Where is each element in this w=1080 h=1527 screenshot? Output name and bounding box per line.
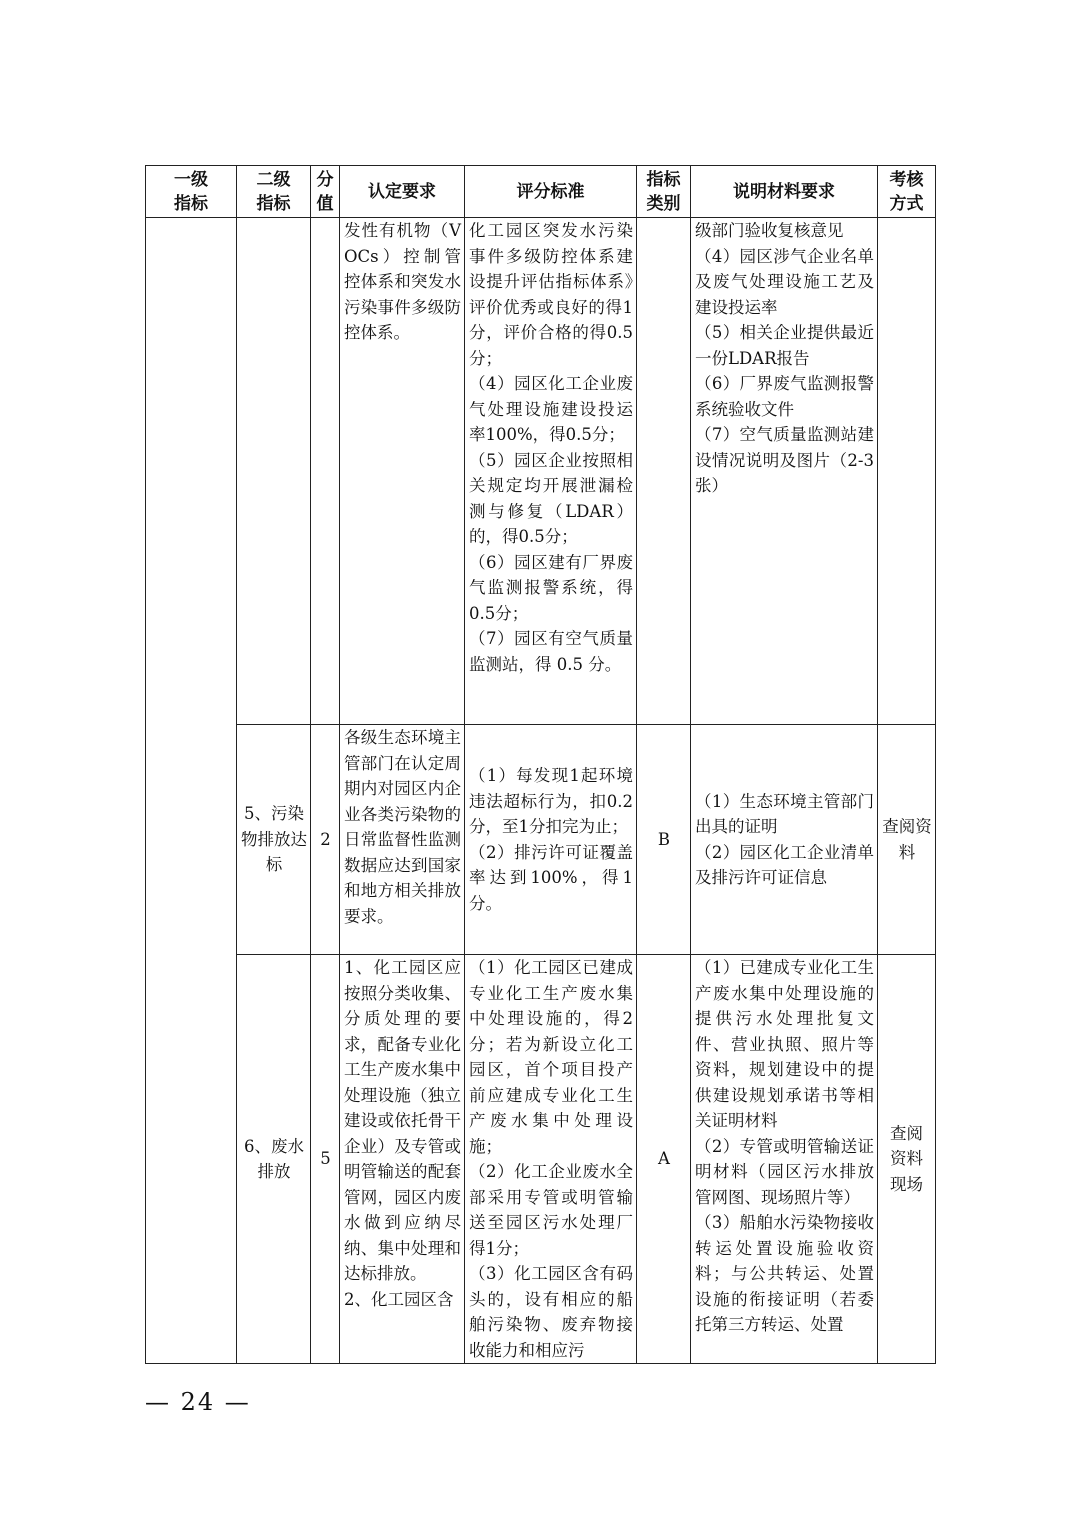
materials-cell (691, 725, 878, 955)
criteria-cell (465, 955, 637, 1364)
criteria-item: （2）化工企业废水全部采用专管或明管输送至园区污水处理厂得1分； (469, 1162, 633, 1258)
table-row (146, 725, 936, 955)
level2-cell (237, 218, 311, 725)
criteria-item: （2）排污许可证覆盖率达到100%，得1分。 (469, 842, 633, 913)
table-header-row (146, 166, 936, 218)
level2-cell (237, 725, 311, 955)
page-number: — 24 — (145, 1388, 251, 1416)
requirement-text: 发性有机物（VOCs）控制管控体系和突发水污染事件多级防控体系。 (344, 221, 461, 342)
header-text: 二级 指标 (256, 169, 291, 214)
materials-item: （7）空气质量监测站建设情况说明及图片（2-3张） (695, 425, 874, 495)
requirement-text: 各级生态环境主管部门在认定周期内对园区内企业各类污染物的日常监督性监测数据应达到国家和地方相关排放要求。 (344, 728, 461, 926)
materials-item: （2）园区化工企业清单及排污许可证信息 (695, 842, 874, 887)
header-criteria (465, 166, 637, 218)
requirement-text: 1、化工园区应按照分类收集、分质处理的要求，配备专业化工生产废水集中处理设施（独立建设或依托骨干企业）及专管或明管输送的配套管网，园区内废水做到应纳尽纳、集中处理和达标排放。 (344, 958, 461, 1283)
header-text: 认定要求 (368, 181, 436, 202)
method-cell (878, 218, 936, 725)
header-level2 (237, 166, 311, 218)
header-text: 指标 类别 (646, 169, 681, 214)
materials-item: （6）厂界废气监测报警系统验收文件 (695, 374, 874, 419)
header-text: 一级 指标 (174, 169, 208, 214)
category-text: B (657, 829, 671, 849)
header-materials (691, 166, 878, 218)
header-method (878, 166, 936, 218)
table-row (146, 955, 936, 1364)
requirement-cell (340, 218, 465, 725)
header-level1 (146, 166, 237, 218)
materials-item: （3）船舶水污染物接收转运处置设施验收资料；与公共转运、处置设施的衔接证明（若委托第三方转运、处置 (695, 1213, 874, 1334)
criteria-item: （4）园区化工企业废气处理设施建设投运率100%，得0.5分； (469, 374, 633, 444)
level2-text: 5、污染物排放达标 (241, 804, 307, 875)
header-text: 评分标准 (516, 181, 585, 202)
header-category (637, 166, 691, 218)
score-cell (311, 218, 340, 725)
requirement-cell (340, 725, 465, 955)
criteria-item: （1）化工园区已建成专业化工生产废水集中处理设施的，得2分；若为新设立化工园区，首个项目投产前应建成专业化工生产废水集中处理设施； (469, 958, 633, 1156)
category-cell (637, 218, 691, 725)
category-text: A (658, 1149, 670, 1169)
materials-item: （1）已建成专业化工生产废水集中处理设施的提供污水处理批复文件、营业执照、照片等资料，规划建设中的提供建设规划承诺书等相关证明材料 (695, 958, 874, 1130)
criteria-item: （3）化工园区含有码头的，设有相应的船舶污染物、废弃物接收能力和相应污 (469, 1264, 633, 1360)
header-text: 说明材料要求 (733, 181, 835, 202)
method-cell (878, 955, 936, 1364)
header-score (311, 166, 340, 218)
category-cell (637, 725, 691, 955)
materials-cell (691, 218, 878, 725)
category-cell (637, 955, 691, 1364)
header-text: 分 值 (316, 169, 334, 214)
table-row (146, 218, 936, 725)
materials-item: 级部门验收复核意见 (695, 221, 844, 240)
level2-text: 6、废水排放 (244, 1136, 304, 1181)
requirement-cell (340, 955, 465, 1364)
header-text: 考核 方式 (889, 169, 924, 214)
indicator-table (145, 165, 936, 1364)
criteria-item: （1）每发现1起环境违法超标行为，扣0.2分，至1分扣完为止； (469, 766, 633, 836)
score-text: 5 (320, 1149, 331, 1169)
level2-cell (237, 955, 311, 1364)
method-text: 查阅资料现场 (890, 1123, 923, 1194)
score-text: 2 (320, 829, 331, 849)
score-cell (311, 955, 340, 1364)
header-requirement (340, 166, 465, 218)
criteria-item: （7）园区有空气质量监测站，得 0.5 分。 (469, 629, 633, 674)
materials-item: （2）专管或明管输送证明材料（园区污水排放管网图、现场照片等） (695, 1136, 874, 1207)
criteria-cell (465, 218, 637, 725)
method-cell (878, 725, 936, 955)
level1-cell (146, 218, 237, 1364)
materials-item: （5）相关企业提供最近一份LDAR报告 (695, 323, 874, 368)
method-text: 查阅资料 (882, 817, 932, 862)
requirement-text: 2、化工园区含 (344, 1289, 454, 1309)
score-cell (311, 725, 340, 955)
materials-cell (691, 955, 878, 1364)
criteria-item: （5）园区企业按照相关规定均开展泄漏检测与修复（LDAR）的，得0.5分； (469, 450, 633, 546)
criteria-item: （6）园区建有厂界废气监测报警系统，得0.5分； (469, 552, 633, 623)
materials-item: （1）生态环境主管部门出具的证明 (695, 791, 874, 836)
criteria-cell (465, 725, 637, 955)
criteria-item: 化工园区突发水污染事件多级防控体系建设提升评估指标体系》评价优秀或良好的得1分，评价合格的得0.5分； (469, 221, 633, 368)
materials-item: （4）园区涉气企业名单及废气处理设施工艺及建设投运率 (695, 246, 874, 317)
